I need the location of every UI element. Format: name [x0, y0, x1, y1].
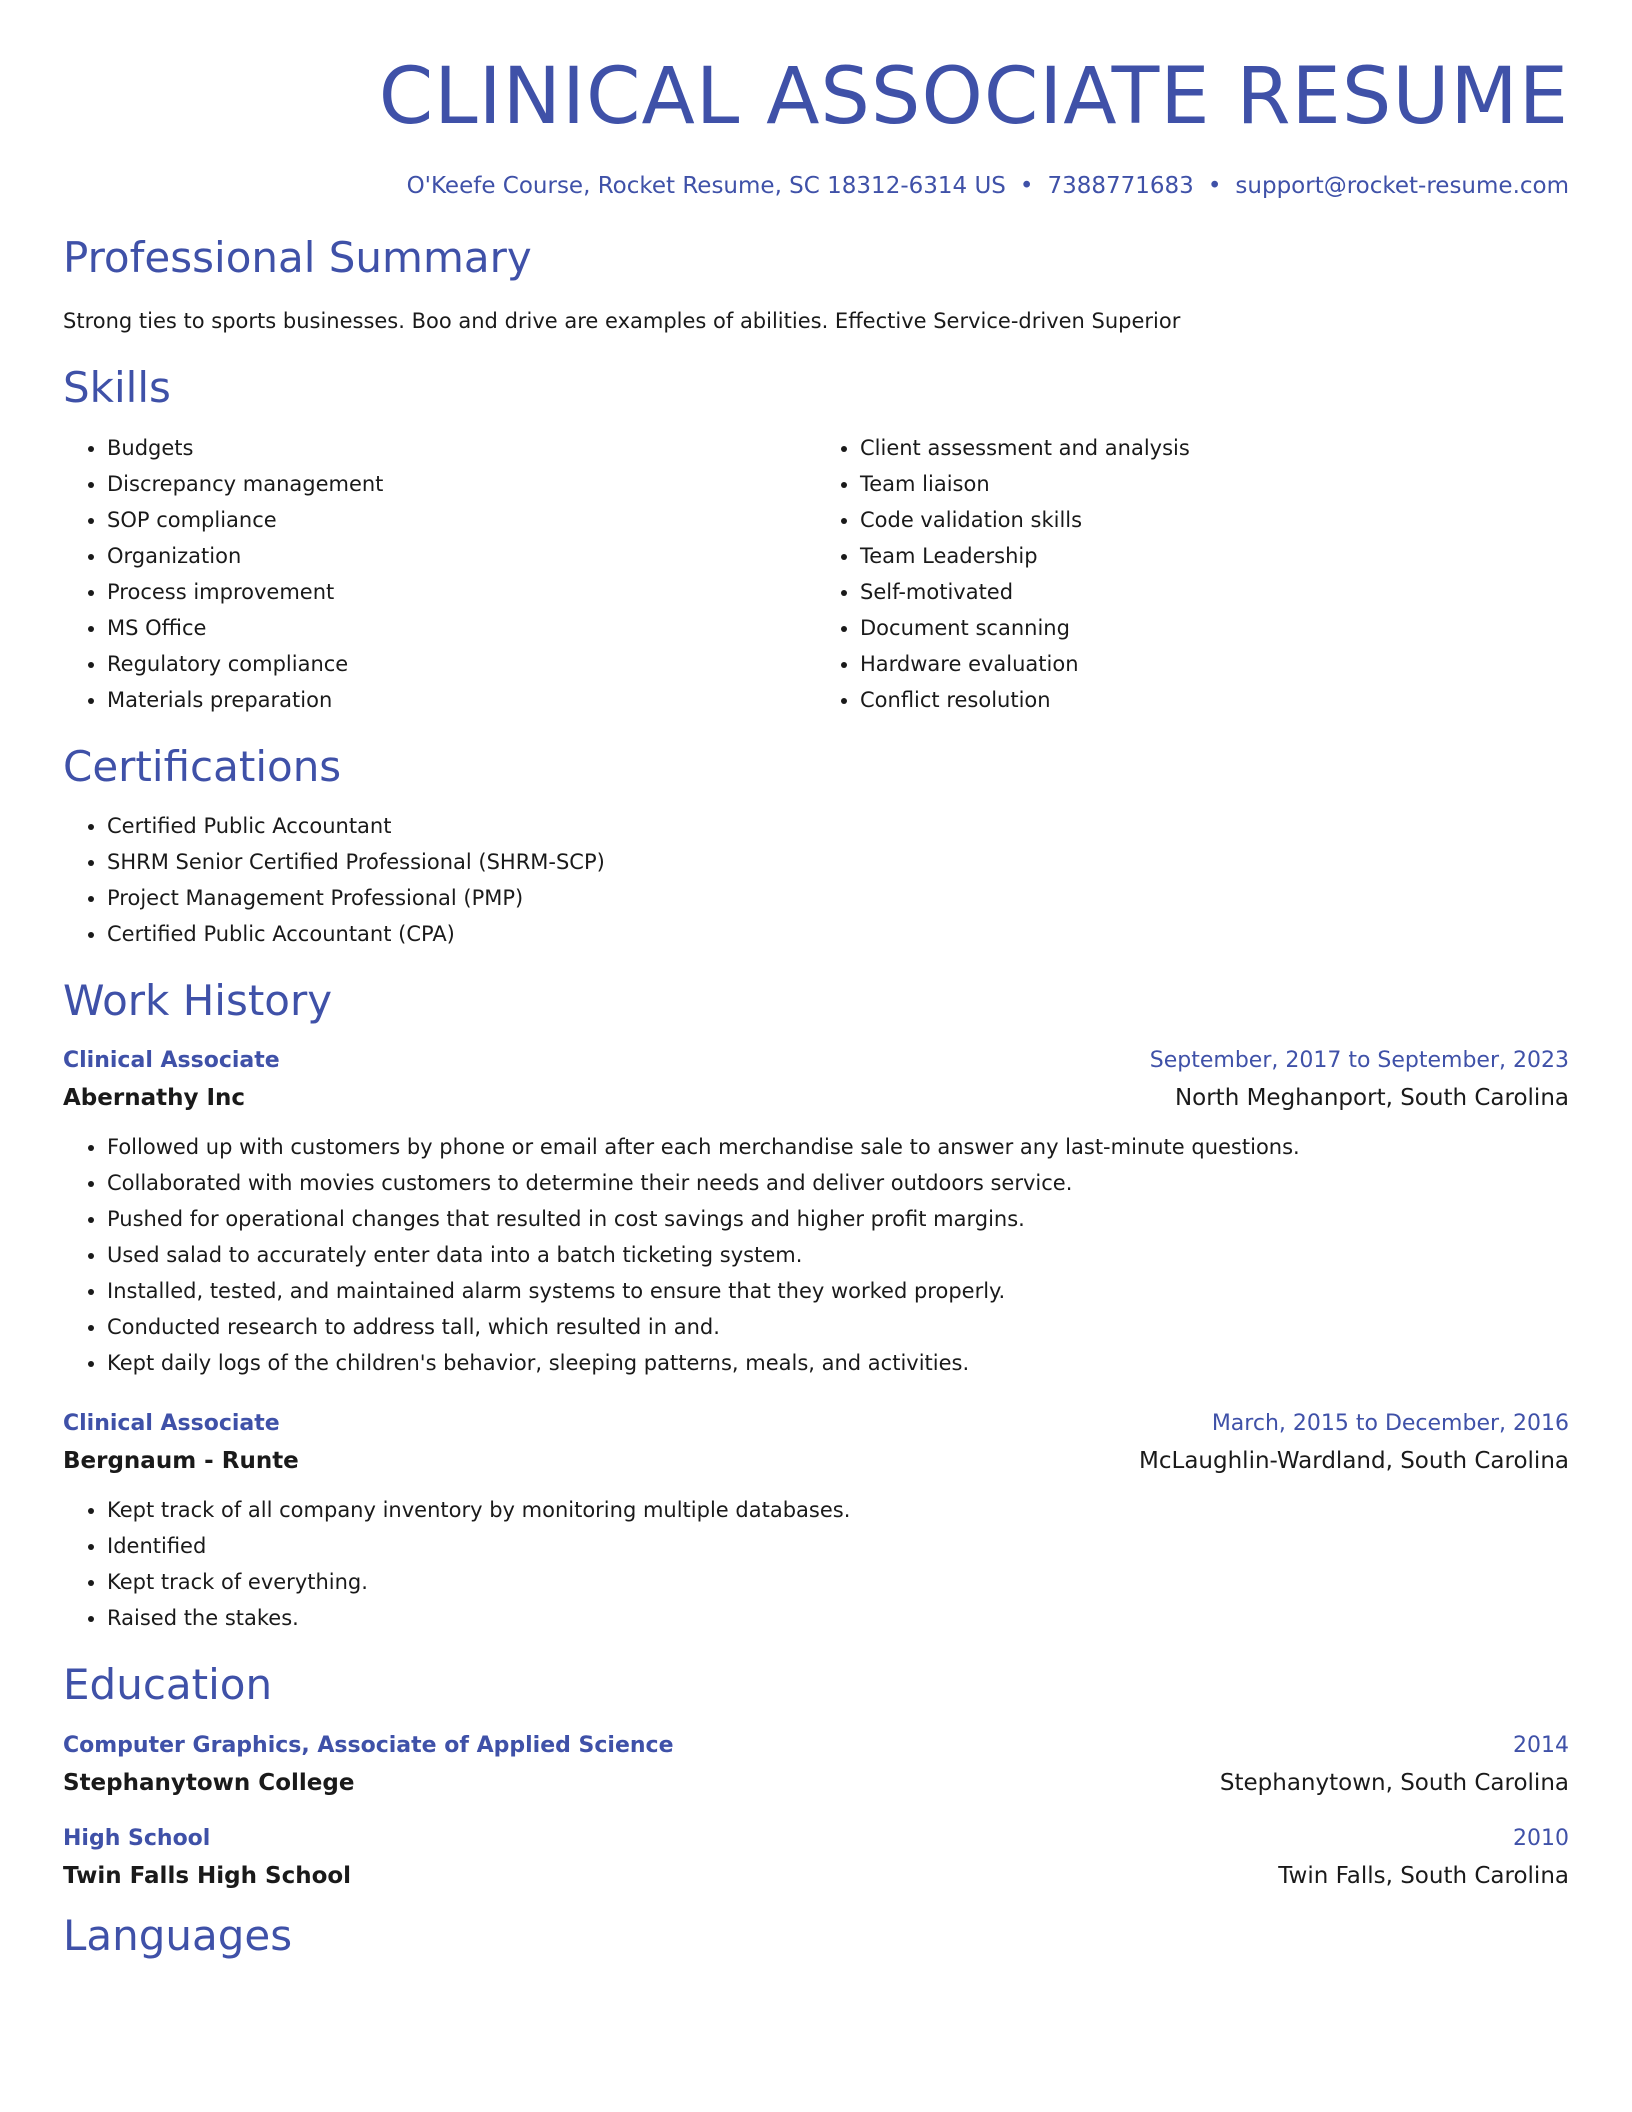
contact-separator: •	[1207, 172, 1222, 199]
skill-item: • Conflict resolution	[860, 682, 1569, 718]
skill-item: • Discrepancy management	[107, 466, 816, 502]
education-entry	[63, 1733, 1569, 1796]
contact-address: O'Keefe Course, Rocket Resume, SC 18312-6314 US	[406, 172, 1006, 199]
job-bullet: • Kept daily logs of the children's behavior, sleeping patterns, meals, and activities.	[107, 1345, 1569, 1381]
education-location: Stephanytown, South Carolina	[1219, 1769, 1569, 1796]
education-location: Twin Falls, South Carolina	[1278, 1862, 1569, 1889]
skill-item: • Self-motivated	[860, 574, 1569, 610]
skills-list-left	[63, 430, 816, 718]
job-location: McLaughlin-Wardland, South Carolina	[1139, 1448, 1569, 1475]
education-degree: High School	[63, 1825, 211, 1851]
job-entry	[63, 1048, 1569, 1381]
certifications-list	[63, 808, 1569, 952]
job-bullet: • Identified	[107, 1528, 1569, 1564]
education-year: 2010	[1513, 1825, 1569, 1851]
job-title: Clinical Associate	[63, 1411, 280, 1437]
job-bullet: • Collaborated with movies customers to determine their needs and deliver outdoors service.	[107, 1165, 1569, 1201]
resume-title: CLINICAL ASSOCIATE RESUME	[378, 52, 1569, 142]
job-bullet: • Followed up with customers by phone or email after each merchandise sale to answer any last-minute questions.	[107, 1129, 1569, 1165]
skills-list-right	[816, 430, 1569, 718]
job-dates: September, 2017 to September, 2023	[1149, 1048, 1569, 1074]
summary-heading: Professional Summary	[63, 232, 532, 282]
job-company: Abernathy Inc	[63, 1085, 246, 1112]
skill-item: • Process improvement	[107, 574, 816, 610]
languages-heading: Languages	[63, 1910, 293, 1960]
skill-item: • Client assessment and analysis	[860, 430, 1569, 466]
job-bullet: • Conducted research to address tall, which resulted in and.	[107, 1309, 1569, 1345]
skill-item: • SOP compliance	[107, 502, 816, 538]
skill-item: • Budgets	[107, 430, 816, 466]
contact-email[interactable]: support@rocket-resume.com	[1235, 172, 1569, 199]
certification-item: • SHRM Senior Certified Professional (SHRM-SCP)	[107, 844, 1569, 880]
skill-item: • Code validation skills	[860, 502, 1569, 538]
skill-item: • Organization	[107, 538, 816, 574]
skill-item: • Hardware evaluation	[860, 646, 1569, 682]
skill-item: • Team liaison	[860, 466, 1569, 502]
education-year: 2014	[1513, 1732, 1569, 1758]
skill-item: • Regulatory compliance	[107, 646, 816, 682]
skill-item: • Team Leadership	[860, 538, 1569, 574]
skill-item: • Materials preparation	[107, 682, 816, 718]
job-bullet: • Kept track of all company inventory by monitoring multiple databases.	[107, 1492, 1569, 1528]
education-school: Stephanytown College	[63, 1769, 355, 1796]
contact-separator: •	[1019, 172, 1034, 199]
certification-item: • Certified Public Accountant (CPA)	[107, 916, 1569, 952]
job-bullet: • Raised the stakes.	[107, 1600, 1569, 1636]
job-entry	[63, 1411, 1569, 1636]
skill-item: • MS Office	[107, 610, 816, 646]
job-bullets	[63, 1492, 1569, 1636]
education-entry	[63, 1826, 1569, 1889]
summary-text: Strong ties to sports businesses. Boo and drive are examples of abilities. Effective Service-driven Superior	[63, 309, 1181, 334]
skill-item: • Document scanning	[860, 610, 1569, 646]
certifications-heading: Certifications	[63, 741, 342, 791]
job-bullets	[63, 1129, 1569, 1381]
job-bullet: • Kept track of everything.	[107, 1564, 1569, 1600]
education-heading: Education	[63, 1660, 273, 1710]
education-school: Twin Falls High School	[63, 1862, 352, 1889]
skills-heading: Skills	[63, 363, 171, 413]
job-bullet: • Used salad to accurately enter data into a batch ticketing system.	[107, 1237, 1569, 1273]
job-dates: March, 2015 to December, 2016	[1211, 1411, 1569, 1437]
job-bullet: • Installed, tested, and maintained alarm systems to ensure that they worked properly.	[107, 1273, 1569, 1309]
certification-item: • Certified Public Accountant	[107, 808, 1569, 844]
work-history-heading: Work History	[63, 975, 333, 1025]
skills-columns	[63, 430, 1569, 718]
job-title: Clinical Associate	[63, 1048, 280, 1074]
contact-line	[63, 173, 1569, 199]
contact-phone: 7388771683	[1047, 172, 1194, 199]
job-location: North Meghanport, South Carolina	[1174, 1085, 1569, 1112]
education-degree: Computer Graphics, Associate of Applied Science	[63, 1732, 674, 1758]
job-company: Bergnaum - Runte	[63, 1448, 299, 1475]
job-bullet: • Pushed for operational changes that resulted in cost savings and higher profit margins.	[107, 1201, 1569, 1237]
certification-item: • Project Management Professional (PMP)	[107, 880, 1569, 916]
